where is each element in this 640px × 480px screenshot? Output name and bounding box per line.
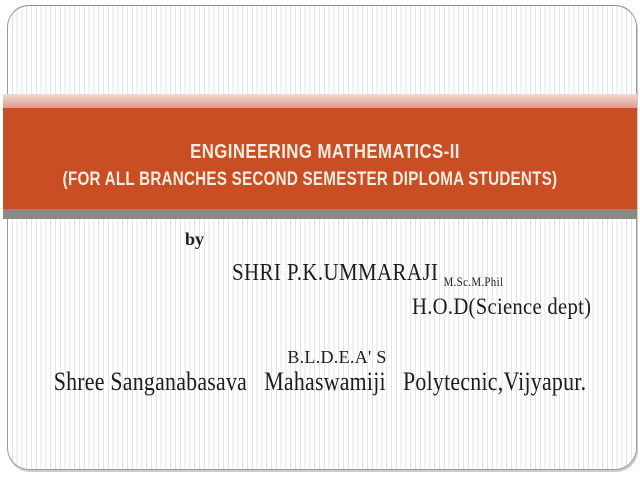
byline: by xyxy=(185,229,205,249)
slide-title: ENGINEERING MATHEMATICS-II xyxy=(190,141,460,163)
presenter-name: SHRI P.K.UMMARAJI xyxy=(232,260,439,286)
pink-accent-band xyxy=(3,94,637,108)
institution-name-full: Shree Sanganabasava Mahaswamiji Polytecnic,Vijyapur. xyxy=(53,367,587,396)
presenter-line xyxy=(232,261,503,289)
banner-background xyxy=(3,108,637,209)
slide-subtitle: (FOR ALL BRANCHES SECOND SEMESTER DIPLOMA STUDENTS) xyxy=(62,169,558,190)
gray-accent-band xyxy=(3,209,637,219)
title-banner xyxy=(3,94,637,219)
presenter-qualification: M.Sc.M.Phil xyxy=(443,275,504,289)
institution-name-short: B.L.D.E.A' S xyxy=(287,347,387,367)
presenter-designation: H.O.D(Science dept) xyxy=(412,294,592,319)
slide-frame xyxy=(7,5,637,470)
